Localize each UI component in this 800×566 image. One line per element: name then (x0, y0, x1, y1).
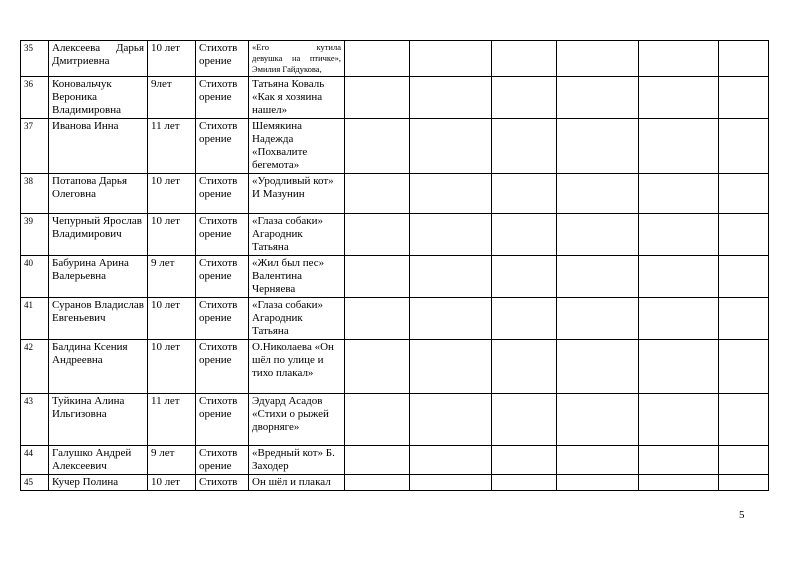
score-cell (557, 446, 639, 475)
participant-name: Бабурина Арина Валерьевна (49, 256, 148, 298)
participant-age: 11 лет (148, 119, 196, 174)
participant-age: 9 лет (148, 446, 196, 475)
page-number: 5 (739, 509, 745, 521)
participant-age: 11 лет (148, 394, 196, 446)
score-cell (639, 174, 719, 214)
score-cell (492, 119, 557, 174)
participant-age: 10 лет (148, 298, 196, 340)
participant-age: 9лет (148, 77, 196, 119)
score-cell (557, 298, 639, 340)
score-cell (639, 446, 719, 475)
row-number: 41 (21, 298, 49, 340)
score-cell (345, 41, 410, 77)
genre: Стихотв орение (196, 446, 249, 475)
row-number: 40 (21, 256, 49, 298)
genre: Стихотв орение (196, 340, 249, 394)
score-cell (719, 119, 769, 174)
score-cell (410, 340, 492, 394)
score-cell (639, 475, 719, 491)
score-cell (639, 340, 719, 394)
participant-age: 9 лет (148, 256, 196, 298)
work-title: «Вредный кот» Б. Заходер (249, 446, 345, 475)
table-row (21, 41, 769, 77)
score-cell (492, 174, 557, 214)
table-row (21, 119, 769, 174)
participant-name: Коновальчук Вероника Владимировна (49, 77, 148, 119)
score-cell (557, 119, 639, 174)
score-cell (492, 77, 557, 119)
score-cell (639, 256, 719, 298)
work-title: «Глаза собаки» Агародник Татьяна (249, 214, 345, 256)
score-cell (719, 475, 769, 491)
score-cell (492, 446, 557, 475)
row-number: 35 (21, 41, 49, 77)
genre: Стихотв орение (196, 41, 249, 77)
genre: Стихотв (196, 475, 249, 491)
participant-age: 10 лет (148, 340, 196, 394)
score-cell (719, 446, 769, 475)
participant-age: 10 лет (148, 475, 196, 491)
work-title: «Его кутила девушка на птичке», Эмилия Гайдукова, (249, 41, 345, 77)
score-cell (492, 41, 557, 77)
score-cell (492, 214, 557, 256)
score-cell (557, 214, 639, 256)
table-row (21, 298, 769, 340)
score-cell (492, 256, 557, 298)
participant-name: Чепурный Ярослав Владимирович (49, 214, 148, 256)
score-cell (492, 475, 557, 491)
row-number: 38 (21, 174, 49, 214)
row-number: 44 (21, 446, 49, 475)
score-cell (492, 340, 557, 394)
score-cell (345, 394, 410, 446)
score-cell (410, 446, 492, 475)
table-row (21, 77, 769, 119)
genre: Стихотв орение (196, 298, 249, 340)
score-cell (345, 174, 410, 214)
participant-name: Алексеева Дарья Дмитриевна (49, 41, 148, 77)
score-cell (345, 340, 410, 394)
row-number: 39 (21, 214, 49, 256)
participant-name: Галушко Андрей Алексеевич (49, 446, 148, 475)
score-cell (639, 214, 719, 256)
participant-name: Суранов Владислав Евгеньевич (49, 298, 148, 340)
score-cell (410, 475, 492, 491)
score-cell (639, 77, 719, 119)
participant-name: Балдина Ксения Андреевна (49, 340, 148, 394)
table-row (21, 340, 769, 394)
row-number: 37 (21, 119, 49, 174)
score-cell (719, 77, 769, 119)
table-row (21, 394, 769, 446)
score-cell (719, 41, 769, 77)
table-row (21, 256, 769, 298)
score-cell (557, 475, 639, 491)
score-cell (639, 41, 719, 77)
score-cell (345, 256, 410, 298)
participant-name: Иванова Инна (49, 119, 148, 174)
work-title: Эдуард Асадов «Стихи о рыжей дворняге» (249, 394, 345, 446)
score-cell (345, 119, 410, 174)
score-cell (719, 298, 769, 340)
score-cell (557, 174, 639, 214)
genre: Стихотв орение (196, 174, 249, 214)
score-cell (345, 298, 410, 340)
score-cell (410, 298, 492, 340)
row-number: 45 (21, 475, 49, 491)
work-title: Шемякина Надежда «Похвалите бегемота» (249, 119, 345, 174)
participants-table (20, 40, 769, 491)
score-cell (719, 256, 769, 298)
score-cell (557, 41, 639, 77)
work-title: О.Николаева «Он шёл по улице и тихо плакал» (249, 340, 345, 394)
table-row (21, 446, 769, 475)
score-cell (639, 394, 719, 446)
score-cell (410, 214, 492, 256)
score-cell (557, 394, 639, 446)
participant-name: Туйкина Алина Ильгизовна (49, 394, 148, 446)
table-row (21, 214, 769, 256)
score-cell (719, 174, 769, 214)
participant-age: 10 лет (148, 214, 196, 256)
work-title: Татьяна Коваль «Как я хозяина нашел» (249, 77, 345, 119)
score-cell (345, 214, 410, 256)
row-number: 42 (21, 340, 49, 394)
score-cell (492, 394, 557, 446)
participant-age: 10 лет (148, 41, 196, 77)
score-cell (719, 340, 769, 394)
genre: Стихотв орение (196, 77, 249, 119)
work-title: «Уродливый кот» И Мазунин (249, 174, 345, 214)
score-cell (639, 119, 719, 174)
score-cell (345, 475, 410, 491)
work-title: «Жил был пес» Валентина Черняева (249, 256, 345, 298)
score-cell (410, 394, 492, 446)
score-cell (410, 77, 492, 119)
score-cell (719, 394, 769, 446)
score-cell (557, 256, 639, 298)
genre: Стихотв орение (196, 119, 249, 174)
genre: Стихотв орение (196, 214, 249, 256)
work-title: Он шёл и плакал (249, 475, 345, 491)
score-cell (557, 77, 639, 119)
score-cell (492, 298, 557, 340)
participant-name: Потапова Дарья Олеговна (49, 174, 148, 214)
score-cell (639, 298, 719, 340)
score-cell (345, 77, 410, 119)
table-row (21, 475, 769, 491)
participant-name: Кучер Полина (49, 475, 148, 491)
score-cell (410, 256, 492, 298)
work-title: «Глаза собаки» Агародник Татьяна (249, 298, 345, 340)
score-cell (410, 41, 492, 77)
participant-age: 10 лет (148, 174, 196, 214)
row-number: 43 (21, 394, 49, 446)
score-cell (557, 340, 639, 394)
table-row (21, 174, 769, 214)
score-cell (410, 174, 492, 214)
genre: Стихотв орение (196, 394, 249, 446)
score-cell (410, 119, 492, 174)
score-cell (345, 446, 410, 475)
genre: Стихотв орение (196, 256, 249, 298)
score-cell (719, 214, 769, 256)
row-number: 36 (21, 77, 49, 119)
